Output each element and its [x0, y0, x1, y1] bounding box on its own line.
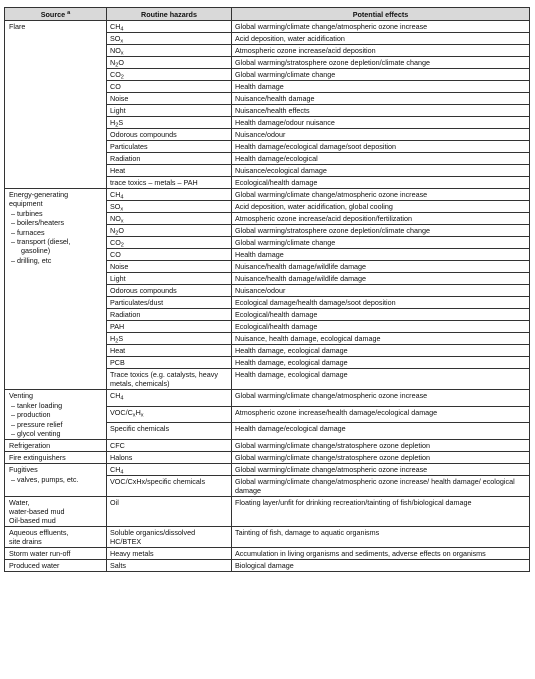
hazard-subscript: 2	[120, 242, 124, 249]
hazard-cell	[107, 189, 232, 201]
effect-cell: Global warming/climate change/stratosphere ozone depletion	[232, 440, 530, 452]
effect-cell: Atmospheric ozone increase/health damage/ecological damage	[232, 406, 530, 423]
source-line: – valves, pumps, etc.	[11, 474, 79, 484]
effect-cell: Global warming/climate change	[232, 69, 530, 81]
hazard-cell	[107, 69, 232, 81]
hazard-text: CH	[110, 22, 121, 31]
hazard-text: H	[110, 118, 116, 127]
source-cell	[5, 548, 107, 560]
hazard-subscript: 4	[120, 469, 124, 476]
effect-cell: Global warming/stratosphere ozone depletion/climate change	[232, 57, 530, 69]
effect-cell: Global warming/climate change/atmospheric ozone increase	[232, 189, 530, 201]
header-source-label: Source	[40, 9, 66, 19]
effect-cell: Atmospheric ozone increase/acid deposition	[232, 45, 530, 57]
effect-cell: Global warming/stratosphere ozone depletion/climate change	[232, 225, 530, 237]
hazard-subscript: x	[120, 38, 124, 45]
source-line: – drilling, etc	[11, 255, 52, 265]
effect-cell: Ecological damage/health damage/soot deposition	[232, 297, 530, 309]
hazard-cell	[107, 357, 232, 369]
hazard-cell	[107, 177, 232, 189]
hazard-subscript: x	[132, 412, 136, 419]
energy-row	[5, 189, 530, 201]
hazard-cell	[107, 33, 232, 45]
hazard-cell	[107, 476, 232, 497]
hazard-text-tail: H	[135, 407, 141, 417]
hazard-cell	[107, 261, 232, 273]
hazard-cell	[107, 105, 232, 117]
water-row	[5, 497, 530, 527]
effect-cell: Health damage	[232, 81, 530, 93]
effect-cell: Global warming/climate change/atmospheric ozone increase	[232, 390, 530, 407]
refrigeration-row	[5, 440, 530, 452]
source-cell	[5, 527, 107, 548]
hazard-subscript: 2	[115, 62, 119, 69]
effect-cell: Nuisance/health damage	[232, 93, 530, 105]
hazard-cell	[107, 333, 232, 345]
hazard-cell	[107, 345, 232, 357]
hazard-cell	[107, 390, 232, 407]
source-label: Produced water	[9, 561, 60, 570]
source-label: Storm water run-off	[9, 549, 71, 558]
hazard-subscript: 4	[120, 194, 124, 201]
source-label: Flare	[9, 22, 26, 31]
effect-cell: Health damage/ecological damage	[232, 423, 530, 440]
effect-cell: Health damage, ecological damage	[232, 357, 530, 369]
source-line: equipment	[9, 199, 43, 208]
header-routine-hazards: Routine hazards	[107, 8, 232, 21]
effect-cell: Acid deposition, water acidification, global cooling	[232, 201, 530, 213]
source-line: Energy-generating	[9, 190, 69, 199]
hazard-cell	[107, 81, 232, 93]
hazard-text: Noise	[110, 94, 129, 103]
source-cell	[5, 452, 107, 464]
produced-water-row	[5, 560, 530, 572]
effect-cell: Global warming/climate change/atmospheric ozone increase	[232, 464, 530, 476]
hazard-text: Particulates	[110, 142, 148, 151]
hazard-text: VOC/CxHx/specific chemicals	[110, 477, 206, 486]
hazard-text: Heat	[110, 166, 126, 175]
hazard-cell	[107, 285, 232, 297]
source-cell	[5, 440, 107, 452]
source-line: – turbines	[11, 208, 43, 218]
hazard-text-tail: O	[118, 58, 124, 67]
source-label: Refrigeration	[9, 441, 51, 450]
hazard-subscript: x	[120, 218, 124, 225]
hazard-cell: Halons	[107, 452, 232, 464]
source-cell	[5, 21, 107, 189]
hazard-cell	[107, 297, 232, 309]
effect-cell: Health damage/ecological damage/soot deposition	[232, 141, 530, 153]
source-line: gasoline)	[21, 246, 51, 255]
hazard-text: Light	[110, 106, 126, 115]
hazard-cell	[107, 129, 232, 141]
hazard-text: N	[110, 226, 116, 235]
effect-cell: Biological damage	[232, 560, 530, 572]
header-potential-effects: Potential effects	[232, 8, 530, 21]
aqueous-row	[5, 527, 530, 548]
hazard-cell	[107, 321, 232, 333]
routine-hazards-table	[4, 7, 530, 572]
flare-row	[5, 21, 530, 33]
hazard-text: PCB	[110, 358, 125, 367]
effect-cell: Accumulation in living organisms and sediments, adverse effects on organisms	[232, 548, 530, 560]
hazard-text: Specific chemicals	[110, 424, 170, 434]
source-cell	[5, 390, 107, 440]
hazard-subscript: x	[120, 206, 124, 213]
hazard-text-tail: S	[118, 118, 124, 127]
hazard-text: Particulates/dust	[110, 298, 164, 307]
source-line: water-based mud	[9, 507, 65, 516]
hazard-text: SO	[110, 34, 121, 43]
effect-cell: Health damage/odour nuisance	[232, 117, 530, 129]
hazard-text: VOC/C	[110, 407, 133, 417]
hazard-text-tail: S	[118, 334, 124, 343]
hazard-cell	[107, 21, 232, 33]
hazard-text: CH	[110, 391, 121, 400]
hazard-cell	[107, 249, 232, 261]
venting-row	[5, 390, 530, 407]
effect-cell: Global warming/climate change	[232, 237, 530, 249]
hazard-text: Trace toxics (e.g. catalysts, heavy metals, chemicals)	[110, 370, 218, 388]
source-line: Oil-based mud	[9, 516, 56, 525]
hazard-text: N	[110, 58, 116, 67]
effect-cell: Nuisance/odour	[232, 285, 530, 297]
source-line: – furnaces	[11, 227, 45, 237]
hazard-text: NO	[110, 46, 121, 55]
hazard-text: CO	[110, 250, 121, 259]
header-source-marker: a	[67, 9, 71, 16]
effect-cell: Nuisance/odour	[232, 129, 530, 141]
hazard-cell	[107, 45, 232, 57]
hazard-cell: Soluble organics/dissolved HC/BTEX	[107, 527, 232, 548]
hazard-subscript-2: x	[140, 412, 144, 419]
source-cell	[5, 497, 107, 527]
source-line: – glycol venting	[11, 429, 61, 438]
source-line: Venting	[9, 391, 33, 400]
source-label: Fire extinguishers	[9, 453, 66, 462]
effect-cell: Global warming/climate change/atmospheric ozone increase/ health damage/ ecological damage	[232, 476, 530, 497]
table-header-row	[5, 8, 530, 21]
effect-cell: Nuisance/health damage/wildlife damage	[232, 261, 530, 273]
effect-cell: Ecological/health damage	[232, 177, 530, 189]
effect-cell: Health damage	[232, 249, 530, 261]
hazard-cell	[107, 309, 232, 321]
hazard-cell	[107, 273, 232, 285]
hazard-text: Odorous compounds	[110, 130, 177, 139]
hazard-cell: Oil	[107, 497, 232, 527]
hazard-subscript: 2	[115, 122, 119, 129]
effect-cell: Nuisance/health effects	[232, 105, 530, 117]
hazard-cell	[107, 237, 232, 249]
effect-cell: Global warming/climate change/atmospheric ozone increase	[232, 21, 530, 33]
hazard-cell	[107, 464, 232, 476]
source-line: – pressure relief	[11, 419, 63, 429]
hazard-cell	[107, 93, 232, 105]
source-line: – production	[11, 410, 51, 419]
hazard-text: CO	[110, 82, 121, 91]
effect-cell: Ecological/health damage	[232, 309, 530, 321]
effect-cell: Acid deposition, water acidification	[232, 33, 530, 45]
hazard-cell	[107, 213, 232, 225]
hazard-text: CO	[110, 70, 121, 79]
hazard-subscript: 2	[120, 74, 124, 81]
header-source	[5, 8, 107, 21]
hazard-text: Radiation	[110, 154, 141, 163]
fugitives-row	[5, 464, 530, 476]
source-line: Aqueous effluents,	[9, 528, 69, 537]
hazard-subscript: 2	[115, 230, 119, 237]
hazard-cell	[107, 141, 232, 153]
storm-water-row	[5, 548, 530, 560]
hazard-text: NO	[110, 214, 121, 223]
hazard-text: Noise	[110, 262, 129, 271]
hazard-text: Radiation	[110, 310, 141, 319]
hazards-table-page	[4, 7, 529, 572]
effect-cell: Health damage/ecological	[232, 153, 530, 165]
source-line: – tanker loading	[11, 400, 63, 410]
effect-cell: Ecological/health damage	[232, 321, 530, 333]
source-line: – transport (diesel,	[11, 237, 71, 246]
hazard-cell: Heavy metals	[107, 548, 232, 560]
hazard-text: trace toxics – metals – PAH	[110, 178, 198, 187]
hazard-text: CH	[110, 465, 121, 474]
hazard-text: CH	[110, 190, 121, 199]
source-line: Fugitives	[9, 465, 38, 474]
hazard-text: H	[110, 334, 116, 343]
source-cell	[5, 560, 107, 572]
hazard-cell	[107, 165, 232, 177]
source-cell	[5, 464, 107, 497]
effect-cell: Health damage, ecological damage	[232, 345, 530, 357]
effect-cell: Atmospheric ozone increase/acid deposition/fertilization	[232, 213, 530, 225]
source-line: – boilers/heaters	[11, 218, 65, 227]
hazard-text: PAH	[110, 322, 125, 331]
effect-cell: Nuisance/health damage/wildlife damage	[232, 273, 530, 285]
hazard-subscript: x	[120, 50, 124, 57]
hazard-subscript: 2	[115, 338, 119, 345]
hazard-cell	[107, 225, 232, 237]
source-line: site drains	[9, 537, 42, 546]
hazard-cell	[107, 117, 232, 129]
hazard-text: SO	[110, 202, 121, 211]
hazard-cell	[107, 57, 232, 69]
hazard-cell: CFC	[107, 440, 232, 452]
fire-extinguishers-row	[5, 452, 530, 464]
hazard-cell: Salts	[107, 560, 232, 572]
hazard-cell	[107, 406, 232, 423]
hazard-text: CO	[110, 238, 121, 247]
hazard-cell	[107, 423, 232, 440]
hazard-cell	[107, 369, 232, 390]
effect-cell: Global warming/climate change/stratosphere ozone depletion	[232, 452, 530, 464]
effect-cell: Nuisance, health damage, ecological damage	[232, 333, 530, 345]
hazard-text-tail: O	[118, 226, 124, 235]
hazard-subscript: 4	[120, 26, 124, 33]
hazard-cell	[107, 201, 232, 213]
effect-cell: Tainting of fish, damage to aquatic organisms	[232, 527, 530, 548]
hazard-text: Light	[110, 274, 126, 283]
hazard-text: Odorous compounds	[110, 286, 177, 295]
hazard-subscript: 4	[120, 395, 124, 402]
effect-cell: Health damage, ecological damage	[232, 369, 530, 390]
hazard-text: Heat	[110, 346, 126, 355]
hazard-cell	[107, 153, 232, 165]
source-line: Water,	[9, 498, 30, 507]
effect-cell: Floating layer/unfit for drinking recreation/tainting of fish/biological damage	[232, 497, 530, 527]
effect-cell: Nuisance/ecological damage	[232, 165, 530, 177]
source-cell	[5, 189, 107, 390]
